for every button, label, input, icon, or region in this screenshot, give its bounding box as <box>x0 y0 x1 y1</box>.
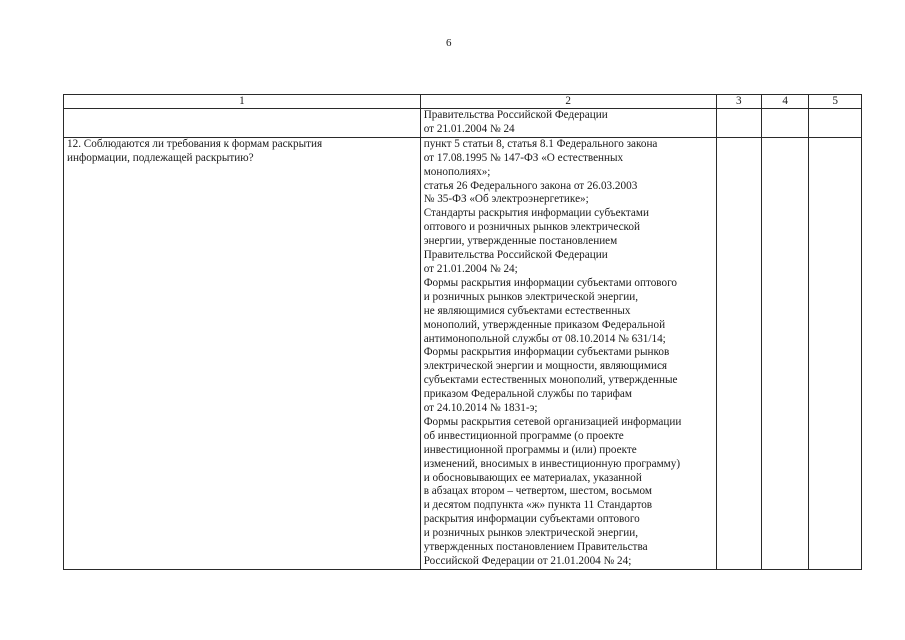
legal-basis-cell <box>420 137 716 569</box>
header-col-2: 2 <box>420 95 716 109</box>
item-row-12 <box>64 137 862 569</box>
question-cell <box>64 137 421 569</box>
basis-line: изменений, вносимых в инвестиционную программу) <box>423 457 681 470</box>
basis-line: Стандарты раскрытия информации субъектами <box>423 207 649 220</box>
item-cell-4 <box>761 137 808 569</box>
continuation-cell-4 <box>761 109 808 138</box>
basis-line: антимонопольной службы от 08.10.2014 № 631/14; <box>423 332 666 345</box>
continuation-basis-cell <box>420 109 716 138</box>
basis-line: не являющимися субъектами естественных <box>423 304 631 317</box>
continuation-cell-3 <box>716 109 761 138</box>
page-number: 6 <box>446 37 452 49</box>
basis-line: приказом Федеральной службы по тарифам <box>423 388 632 401</box>
basis-line: утвержденных постановлением Правительства <box>423 541 648 554</box>
basis-line: монополиях»; <box>423 165 491 178</box>
header-col-3: 3 <box>716 95 761 109</box>
basis-line: и обосновывающих ее материалах, указанной <box>423 471 642 484</box>
continuation-basis-line: Правительства Российской Федерации <box>423 109 608 121</box>
basis-line: от 17.08.1995 № 147-ФЗ «О естественных <box>423 151 624 164</box>
basis-line: об инвестиционной программе (о проекте <box>423 429 624 442</box>
basis-line: Российской Федерации от 21.01.2004 № 24; <box>423 555 632 567</box>
header-col-5: 5 <box>809 95 862 109</box>
checklist-table <box>63 94 862 570</box>
basis-line: и десятом подпункта «ж» пункта 11 Стандартов <box>423 499 653 512</box>
continuation-cell-5 <box>809 109 862 138</box>
basis-line: оптового и розничных рынков электрической <box>423 221 640 234</box>
question-line: 12. Соблюдаются ли требования к формам раскрытия <box>67 137 323 150</box>
basis-line: в абзацах втором – четвертом, шестом, восьмом <box>423 485 652 498</box>
basis-line: и розничных рынков электрической энергии, <box>423 290 639 303</box>
continuation-question-cell <box>64 109 421 138</box>
continuation-row <box>64 109 862 138</box>
basis-line: Правительства Российской Федерации <box>423 249 608 262</box>
header-col-4: 4 <box>761 95 808 109</box>
basis-line: энергии, утвержденные постановлением <box>423 235 618 248</box>
basis-line: и розничных рынков электрической энергии, <box>423 527 639 540</box>
table-header-row <box>64 95 862 109</box>
basis-line: инвестиционной программы и (или) проекте <box>423 443 637 456</box>
basis-line: от 21.01.2004 № 24; <box>423 262 518 275</box>
basis-line: субъектами естественных монополий, утвержденные <box>423 374 678 387</box>
header-col-1: 1 <box>64 95 421 109</box>
basis-line: № 35-ФЗ «Об электроэнергетике»; <box>423 193 589 206</box>
basis-line: статья 26 Федерального закона от 26.03.2003 <box>423 179 638 192</box>
question-line: информации, подлежащей раскрытию? <box>67 151 254 164</box>
basis-line: от 24.10.2014 № 1831-э; <box>423 402 538 415</box>
basis-line: Формы раскрытия информации субъектами оптового <box>423 276 678 289</box>
continuation-basis-line: от 21.01.2004 № 24 <box>423 122 515 135</box>
item-cell-3 <box>716 137 761 569</box>
basis-line: электрической энергии и мощности, являющимися <box>423 360 668 373</box>
item-cell-5 <box>809 137 862 569</box>
basis-line: Формы раскрытия информации субъектами рынков <box>423 346 670 359</box>
basis-line: раскрытия информации субъектами оптового <box>423 513 640 526</box>
basis-line: Формы раскрытия сетевой организацией информации <box>423 415 682 428</box>
basis-line: монополий, утвержденные приказом Федеральной <box>423 318 666 331</box>
basis-line: пункт 5 статьи 8, статья 8.1 Федерального закона <box>423 137 658 150</box>
